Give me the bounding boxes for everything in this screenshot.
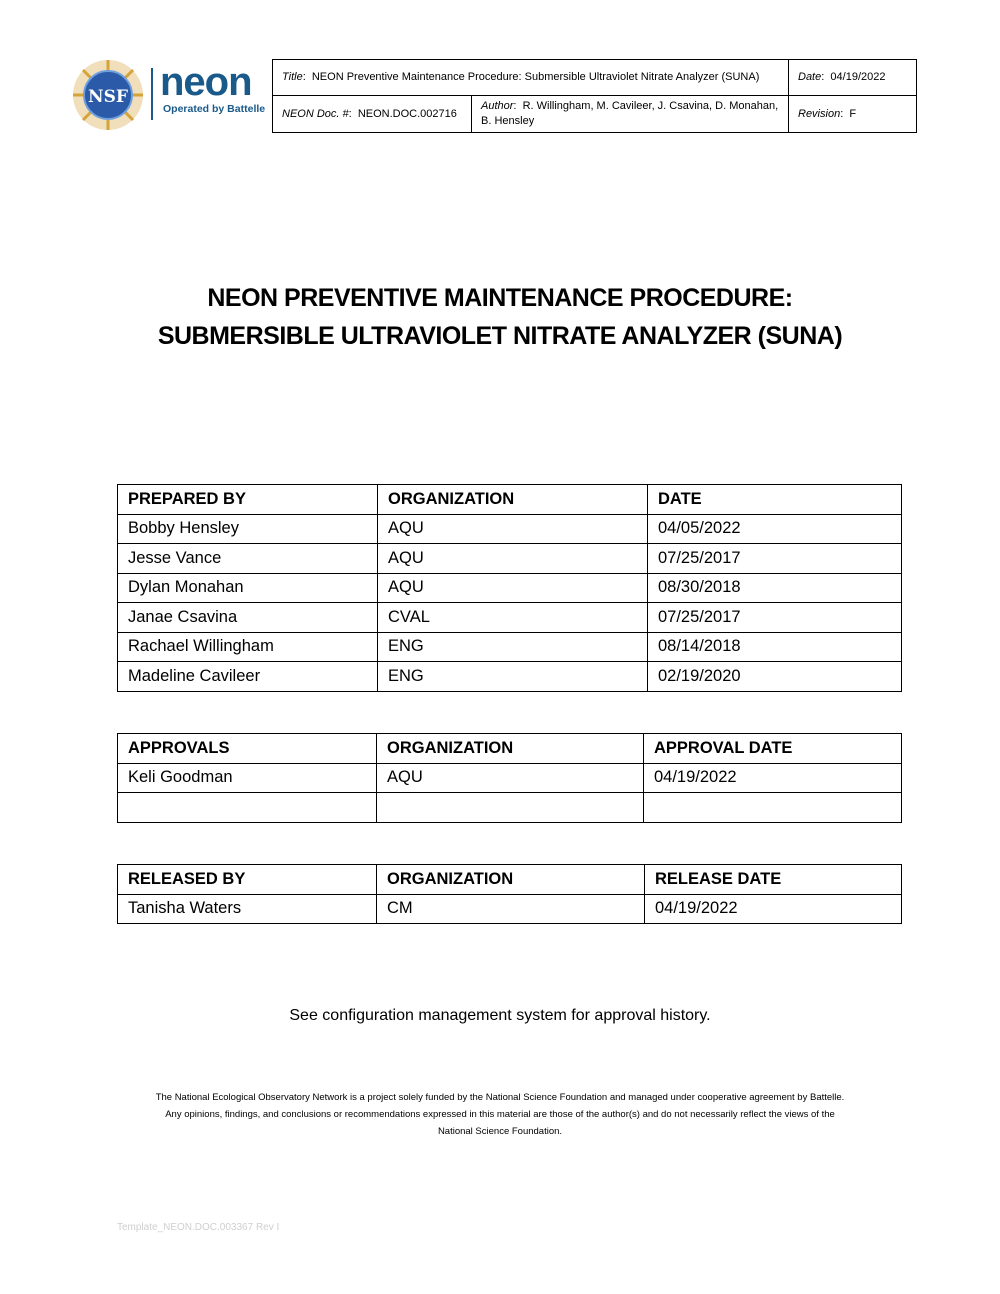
- column-header: APPROVALS: [118, 734, 377, 764]
- disclaimer-line: National Science Foundation.: [437, 1126, 563, 1137]
- column-header: RELEASED BY: [118, 865, 377, 895]
- prepared-by-table: [117, 484, 902, 692]
- operated-by-battelle: Operated by Battelle: [163, 103, 266, 115]
- column-header: APPROVAL DATE: [644, 734, 902, 764]
- column-header: ORGANIZATION: [377, 865, 645, 895]
- preparer-date: 08/14/2018: [648, 632, 902, 662]
- table-row: [118, 514, 902, 544]
- header-title-cell: Title: NEON Preventive Maintenance Procedure: Submersible Ultraviolet Nitrate Analyzer (SUNA): [273, 60, 789, 96]
- released-by-table: [117, 864, 902, 924]
- column-header: DATE: [648, 485, 902, 515]
- header-revision-cell: Revision: F: [789, 96, 917, 133]
- releaser-name: Tanisha Waters: [118, 894, 377, 924]
- table-row: [118, 894, 902, 924]
- table-header-row: [118, 485, 902, 515]
- column-header: RELEASE DATE: [645, 865, 902, 895]
- funding-disclaimer: [110, 1089, 890, 1140]
- approval-date: [644, 793, 902, 823]
- table-row: [118, 603, 902, 633]
- approver-name: [118, 793, 377, 823]
- preparer-org: ENG: [378, 662, 648, 692]
- preparer-date: 04/05/2022: [648, 514, 902, 544]
- preparer-org: AQU: [378, 514, 648, 544]
- table-row: [118, 793, 902, 823]
- header-doc-cell: NEON Doc. #: NEON.DOC.002716: [273, 96, 472, 133]
- column-header: ORGANIZATION: [377, 734, 644, 764]
- column-header: PREPARED BY: [118, 485, 378, 515]
- preparer-org: CVAL: [378, 603, 648, 633]
- preparer-name: Dylan Monahan: [118, 573, 378, 603]
- table-header-row: [118, 734, 902, 764]
- table-row: [118, 662, 902, 692]
- approvals-table: [117, 733, 902, 823]
- seal-text: NSF: [88, 87, 128, 107]
- document-title-line2: SUBMERSIBLE ULTRAVIOLET NITRATE ANALYZER (SUNA): [157, 322, 843, 350]
- template-id: Template_NEON.DOC.003367 Rev I: [117, 1222, 280, 1233]
- disclaimer-line: The National Ecological Observatory Network is a project solely funded by the National Science Foundation and managed under cooperative agreement by Battelle.: [155, 1092, 845, 1103]
- table-row: [118, 632, 902, 662]
- preparer-org: ENG: [378, 632, 648, 662]
- header-author-cell: Author: R. Willingham, M. Cavileer, J. Csavina, D. Monahan, B. Hensley: [472, 96, 789, 133]
- nsf-seal-icon: [68, 60, 148, 130]
- preparer-org: AQU: [378, 544, 648, 574]
- approval-date: 04/19/2022: [644, 763, 902, 793]
- approval-history-note: See configuration management system for approval history.: [289, 1007, 711, 1024]
- preparer-date: 02/19/2020: [648, 662, 902, 692]
- table-row: [118, 573, 902, 603]
- header-date-cell: Date: 04/19/2022: [789, 60, 917, 96]
- approver-org: AQU: [377, 763, 644, 793]
- table-header-row: [118, 865, 902, 895]
- approver-org: [377, 793, 644, 823]
- column-header: ORGANIZATION: [378, 485, 648, 515]
- document-title-line1: NEON PREVENTIVE MAINTENANCE PROCEDURE:: [207, 284, 793, 312]
- disclaimer-line: Any opinions, findings, and conclusions or recommendations expressed in this material are those of the author(s) and do not necessarily reflect the views of the: [165, 1109, 835, 1120]
- release-date: 04/19/2022: [645, 894, 902, 924]
- preparer-name: Madeline Cavileer: [118, 662, 378, 692]
- document-header-table: [272, 59, 917, 133]
- preparer-name: Jesse Vance: [118, 544, 378, 574]
- preparer-org: AQU: [378, 573, 648, 603]
- preparer-name: Bobby Hensley: [118, 514, 378, 544]
- releaser-org: CM: [377, 894, 645, 924]
- table-row: [118, 763, 902, 793]
- preparer-date: 07/25/2017: [648, 544, 902, 574]
- table-row: [118, 544, 902, 574]
- logo-divider: [151, 68, 153, 120]
- preparer-name: Janae Csavina: [118, 603, 378, 633]
- preparer-name: Rachael Willingham: [118, 632, 378, 662]
- preparer-date: 08/30/2018: [648, 573, 902, 603]
- preparer-date: 07/25/2017: [648, 603, 902, 633]
- neon-brand: neon: [160, 60, 252, 104]
- approver-name: Keli Goodman: [118, 763, 377, 793]
